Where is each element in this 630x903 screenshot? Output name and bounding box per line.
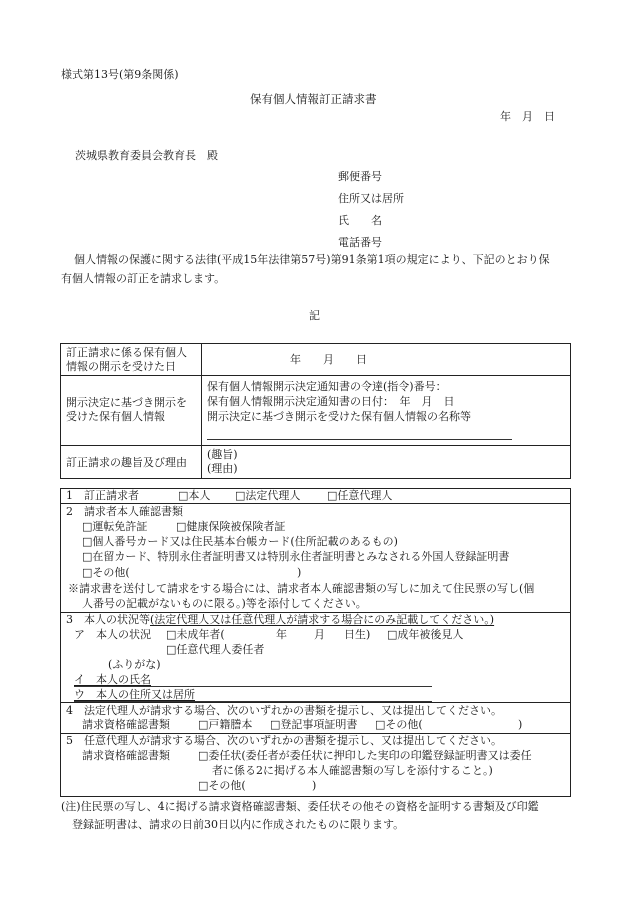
section5-doc-label: 請求資格確認書類 [82,749,170,762]
family-register-checkbox[interactable]: □戸籍謄本 [198,718,253,731]
principal-status-label: ア 本人の状況 [74,628,151,641]
delegator-checkbox[interactable]: □任意代理人委任者 [166,643,265,656]
disclosure-date-label-2: 情報の開示を受けた日 [66,360,176,373]
section3-title: 3 本人の状況等(法定代理人又は任意代理人が請求する場合にのみ記載してください。) [66,613,495,626]
reason-field[interactable]: (理由) [207,462,238,475]
disclosure-date-value[interactable]: 年 月 日 [290,353,367,366]
requester-self-checkbox[interactable]: □本人 [178,489,211,502]
section5-other-close-paren: ) [312,779,317,792]
body-text-line2: 有個人情報の訂正を請求します。 [61,272,226,285]
section4-other-checkbox[interactable]: □その他( [375,718,423,731]
footnote-line2: 登録証明書は、請求の日前30日以内に作成されたものに限ります。 [72,818,405,831]
requester-legal-agent-checkbox[interactable]: □法定代理人 [235,489,301,502]
disclosed-info-label-2: 受けた保有個人情報 [66,410,165,423]
power-of-attorney-note: 者に係る2に掲げる本人確認書類の写しを添付すること。) [212,764,493,777]
minor-checkbox[interactable]: □未成年者( [166,628,225,641]
birth-year-label: 年 [276,628,287,641]
info-name-underline [207,439,512,440]
registry-certificate-checkbox[interactable]: □登記事項証明書 [270,718,358,731]
residence-card-checkbox[interactable]: □在留カード、特別永住者証明書又は特別永住者証明書とみなされる外国人登録証明書 [82,550,510,563]
health-insurance-checkbox[interactable]: □健康保険被保険者証 [176,520,286,533]
reason-label: 訂正請求の趣旨及び理由 [66,456,187,469]
section1-label: 1 訂正請求者 [66,489,139,502]
requester-voluntary-agent-checkbox[interactable]: □任意代理人 [327,489,393,502]
disclosed-info-label: 開示決定に基づき開示を [66,396,187,409]
section4-title: 4 法定代理人が請求する場合、次のいずれかの書類を提示し、又は提出してください。 [66,704,502,717]
birth-day-label: 日生) [344,628,371,641]
address-label: 住所又は居所 [338,192,404,205]
form-title: 保有個人情報訂正請求書 [250,92,377,106]
name-label: 氏 名 [338,214,382,227]
birth-month-label: 月 [314,628,325,641]
form-number: 様式第13号(第9条関係) [61,68,179,81]
section4-doc-label: 請求資格確認書類 [82,718,170,731]
notice-date-field[interactable]: 保有個人情報開示決定通知書の日付： 年 月 日 [207,395,455,408]
section2-title: 2 請求者本人確認書類 [66,505,183,518]
postal-code-label: 郵便番号 [338,170,382,183]
other-id-close-paren: ) [297,566,302,579]
disclosed-info-name-field[interactable]: 開示決定に基づき開示を受けた保有個人情報の名称等 [207,410,471,423]
date-line: 年 月 日 [500,110,555,123]
notice-number-field[interactable]: 保有個人情報開示決定通知書の令達(指令)番号： [207,380,447,393]
purpose-field[interactable]: (趣旨) [207,448,238,461]
principal-name-underline[interactable] [74,686,432,687]
addressee: 茨城県教育委員会教育長 殿 [75,149,218,162]
furigana-label: (ふりがな) [108,658,161,671]
drivers-license-checkbox[interactable]: □運転免許証 [82,520,148,533]
footnote-line1: (注)住民票の写し、4に掲げる請求資格確認書類、委任状その他その資格を証明する書類及び印鑑 [61,800,539,813]
principal-name-label: イ 本人の氏名 [74,673,151,686]
section4-other-close-paren: ) [518,718,523,731]
section2-note-line2: 人番号の記載がないものに限る。)等を添付してください。 [82,597,367,610]
adult-ward-checkbox[interactable]: □成年被後見人 [387,628,464,641]
principal-address-underline[interactable] [74,701,432,702]
section2-note-line1: ※請求書を送付して請求をする場合には、請求者本人確認書類の写しに加えて住民票の写し(個 [68,582,535,595]
other-id-checkbox[interactable]: □その他( [82,566,130,579]
principal-address-label: ウ 本人の住所又は居所 [74,688,195,701]
phone-label: 電話番号 [338,236,382,249]
disclosure-date-label: 訂正請求に係る保有個人 [66,346,187,359]
my-number-card-checkbox[interactable]: □個人番号カード又は住民基本台帳カード(住所記載のあるもの) [82,535,398,548]
section5-other-checkbox[interactable]: □その他( [198,779,246,792]
body-text-line1: 個人情報の保護に関する法律(平成15年法律第57号)第91条第1項の規定により、下記のとおり保 [74,253,550,266]
power-of-attorney-checkbox[interactable]: □委任状(委任者が委任状に押印した実印の印鑑登録証明書又は委任 [198,749,532,762]
section5-title: 5 任意代理人が請求する場合、次のいずれかの書類を提示し、又は提出してください。 [66,734,502,747]
ki-heading: 記 [309,309,320,322]
